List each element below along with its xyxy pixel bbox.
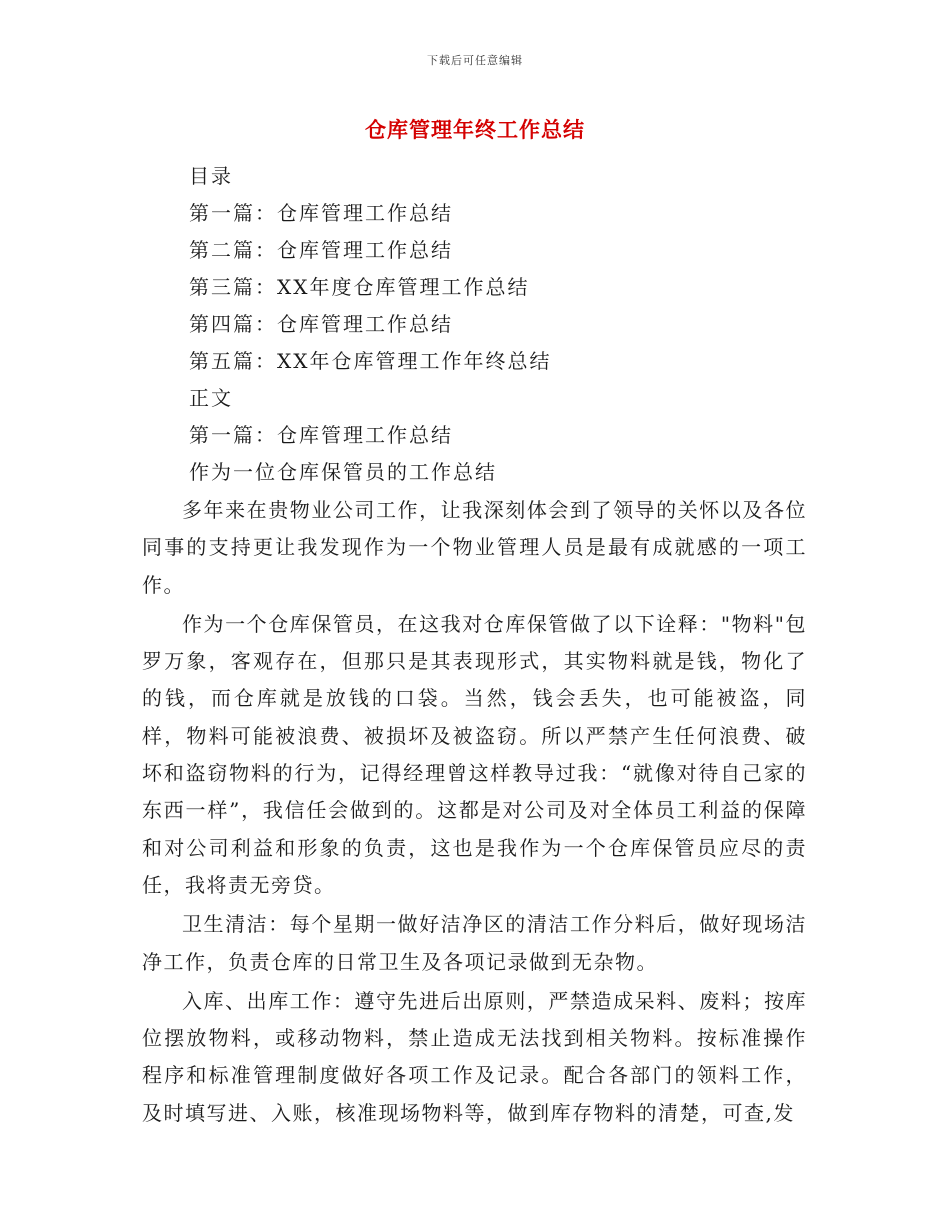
table-of-contents [189,158,829,491]
document-body [142,492,807,1134]
toc-item: 第四篇：仓库管理工作总结 [189,312,453,336]
header-note: 下载后可任意编辑 [427,54,523,67]
paragraph: 作为一个仓库保管员，在这我对仓库保管做了以下诠释："物料"包罗万象，客观存在，但那只是其表现形式，其实物料就是钱，物化了的钱，而仓库就是放钱的口袋。当然，钱会丢失，也可能被盗，同样，物料可能被浪费、被损坏及被盗窃。所以严禁产生任何浪费、破坏和盗窃物料的行为，记得经理曾这样教导过我：“就像对待自己家的东西一样”，我信任会做到的。这都是对公司及对全体员工利益的保障和对公司利益和形象的负责，这也是我作为一个仓库保管员应尽的责任，我将责无旁贷。 [142,611,807,897]
toc-item: 第二篇：仓库管理工作总结 [189,238,453,262]
section-subtitle: 作为一位仓库保管员的工作总结 [189,460,497,484]
toc-item: 第一篇：仓库管理工作总结 [189,201,453,225]
paragraph: 卫生清洁：每个星期一做好洁净区的清洁工作分料后，做好现场洁净工作，负责仓库的日常卫生及各项记录做到无杂物。 [142,912,807,974]
paragraph: 多年来在贵物业公司工作，让我深刻体会到了领导的关怀以及各位同事的支持更让我发现作为一个物业管理人员是最有成就感的一项工作。 [142,498,807,597]
toc-heading: 目录 [189,164,233,188]
toc-item: 第三篇：XX年度仓库管理工作总结 [189,275,530,299]
toc-item: 第五篇：XX年仓库管理工作年终总结 [189,349,552,373]
body-heading: 正文 [189,386,233,410]
document-title: 仓库管理年终工作总结 [365,118,585,142]
paragraph: 入库、出库工作：遵守先进后出原则，严禁造成呆料、废料；按库位摆放物料，或移动物料，禁止造成无法找到相关物料。按标准操作程序和标准管理制度做好各项工作及记录。配合各部门的领料工作，及时填写进、入账，核准现场物料等，做到库存物料的清楚，可查,发 [142,988,807,1125]
section-title: 第一篇：仓库管理工作总结 [189,423,453,447]
